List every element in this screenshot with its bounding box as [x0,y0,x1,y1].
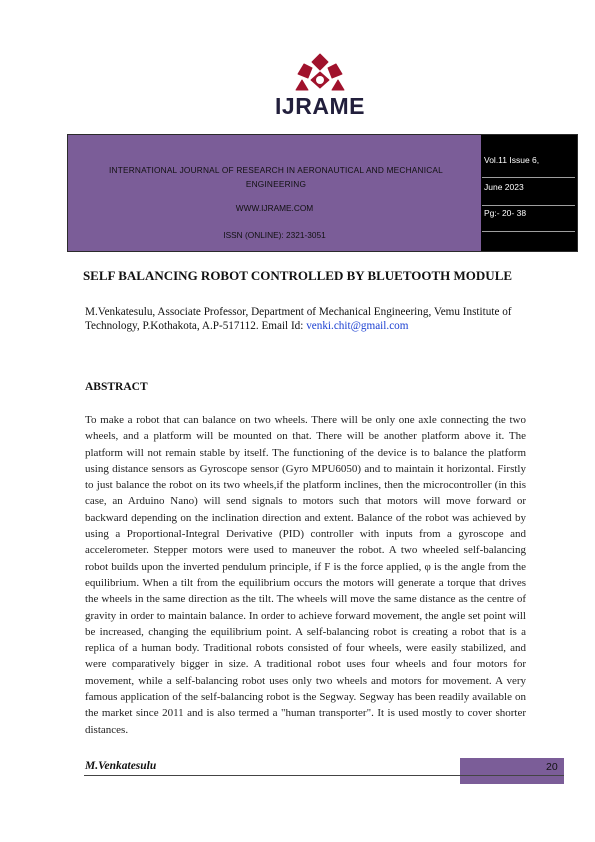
volume-issue: Vol.11 Issue 6, [484,155,540,165]
issue-date: June 2023 [484,182,524,192]
page-range: Pg:- 20- 38 [484,208,527,218]
footer-author: M.Venkatesulu [85,760,157,772]
author-details: M.Venkatesulu, Associate Professor, Department of Mechanical Engineering, Vemu Institute of Technology, P.Kothakota, A.P-517112. Email Id: [85,306,512,332]
issue-info-panel [481,135,577,251]
author-affiliation [85,305,555,333]
page-number: 20 [546,761,558,773]
journal-issn: ISSN (ONLINE): 2321-3051 [223,230,326,240]
article-title: SELF BALANCING ROBOT CONTROLLED BY BLUETOOTH MODULE [82,268,513,283]
issue-divider [482,177,575,178]
issue-divider [482,231,575,232]
abstract-body: To make a robot that can balance on two wheels. There will be only one axle connecting the two wheels, and a platform will be mounted on that. There will be another platform above it. The platform will not remain stable by itself. The functioning of the device is to balance the platform using distance sensors as Gyroscope sensor (Gyro MPU6050) and to maintain it horizontal. Firstly to just balance the robot on its two wheels,if the platform inclines, then the microcontroller (in this case, an Arduino Nano) will send signals to motors such that motors will move forward or backward depending on the inclination direction and extent. Balance of the robot was achieved by using a Proportional-Integral Derivative (PID) controller with inputs from a gyroscope and accelerometer. Stepper motors were used to maneuver the robot. A two wheeled self-balancing robot builds upon the inverted pendulum principle, if F is the force applied, φ is the angle from the equilibrium. When a tilt from the equilibrium occurs the motors will generate a torque that drives the wheels in the same direction as the tilt. The wheels will move the same distance as the centre of gravity in order to maintain balance. In order to achieve forward movement, the angle set point will be increased, changing the equilibrium point. A self-balancing robot is creating a robot that is a replica of a human body. Traditional robots consisted of four wheels, were easily stabilized, and were comparatively bigger in size. A traditional robot uses four wheels and four motors for movement, while a self-balancing robot uses only two wheels and motors for movement. A very famous application of the self-balancing robot is the Segway. Segway has been readily available on the market since 2011 and is also termed a "human transporter". It is used mostly to cover shorter distances. [85,414,526,736]
journal-header-banner [67,134,578,252]
issue-divider [482,205,575,206]
author-email-link[interactable]: venki.chit@gmail.com [306,320,409,332]
journal-website: WWW.IJRAME.COM [235,203,314,213]
footer-rule [84,775,564,776]
journal-info-panel [68,161,481,251]
journal-logo-text: IJRAME [275,93,365,119]
journal-name: INTERNATIONAL JOURNAL OF RESEARCH IN AERONAUTICAL AND MECHANICAL ENGINEERING [109,165,443,189]
abstract-heading: ABSTRACT [85,381,148,393]
